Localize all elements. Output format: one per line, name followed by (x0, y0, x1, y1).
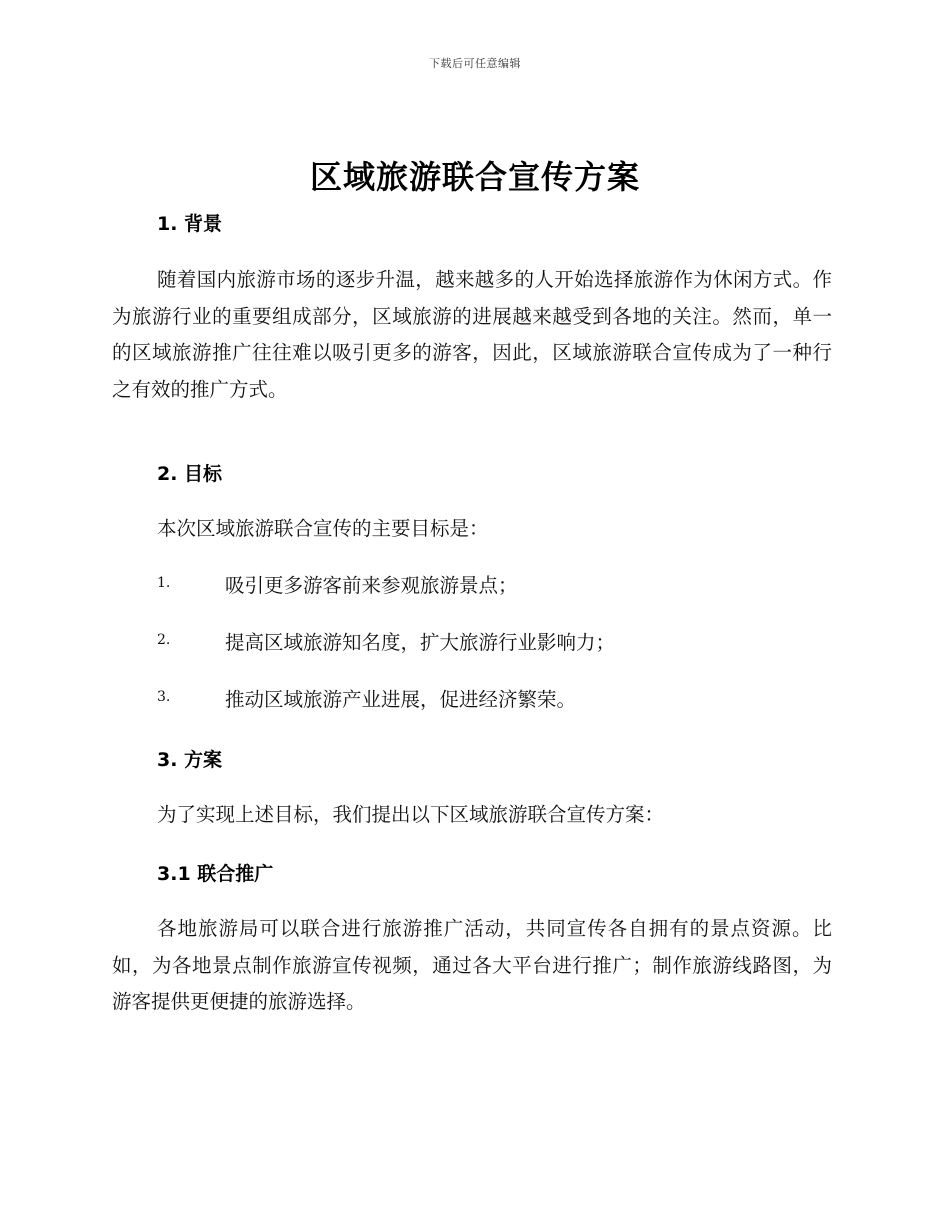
list-item-text: 推动区域旅游产业进展，促进经济繁荣。 (225, 688, 577, 711)
list-item-number: 3. (157, 689, 171, 705)
list-item-text: 提高区域旅游知名度，扩大旅游行业影响力； (225, 631, 616, 654)
document-title: 区域旅游联合宣传方案 (309, 158, 640, 196)
section-heading-goals: 2. 目标 (157, 463, 223, 485)
goals-intro: 本次区域旅游联合宣传的主要目标是： (157, 517, 489, 540)
list-item (157, 628, 837, 658)
list-item-text: 吸引更多游客前来参观旅游景点； (225, 574, 518, 597)
joint-promotion-paragraph: 各地旅游局可以联合进行旅游推广活动，共同宣传各自拥有的景点资源。比如，为各地景点制作旅游宣传视频，通过各大平台进行推广；制作旅游线路图，为游客提供更便捷的旅游选择。 (112, 917, 832, 1013)
list-item-number: 2. (157, 632, 171, 648)
list-item (157, 571, 837, 601)
section-heading-plan: 3. 方案 (157, 749, 223, 771)
list-item (157, 685, 837, 715)
section-heading-background: 1. 背景 (157, 213, 223, 235)
header-note: 下载后可任意编辑 (429, 57, 521, 70)
background-paragraph: 随着国内旅游市场的逐步升温，越来越多的人开始选择旅游作为休闲方式。作为旅游行业的重要组成部分，区域旅游的进展越来越受到各地的关注。然而，单一的区域旅游推广往往难以吸引更多的游客，因此，区域旅游联合宣传成为了一种行之有效的推广方式。 (112, 268, 832, 401)
list-item-number: 1. (157, 575, 171, 591)
subsection-heading-joint-promotion: 3.1 联合推广 (157, 863, 274, 885)
plan-intro: 为了实现上述目标，我们提出以下区域旅游联合宣传方案： (157, 803, 665, 826)
